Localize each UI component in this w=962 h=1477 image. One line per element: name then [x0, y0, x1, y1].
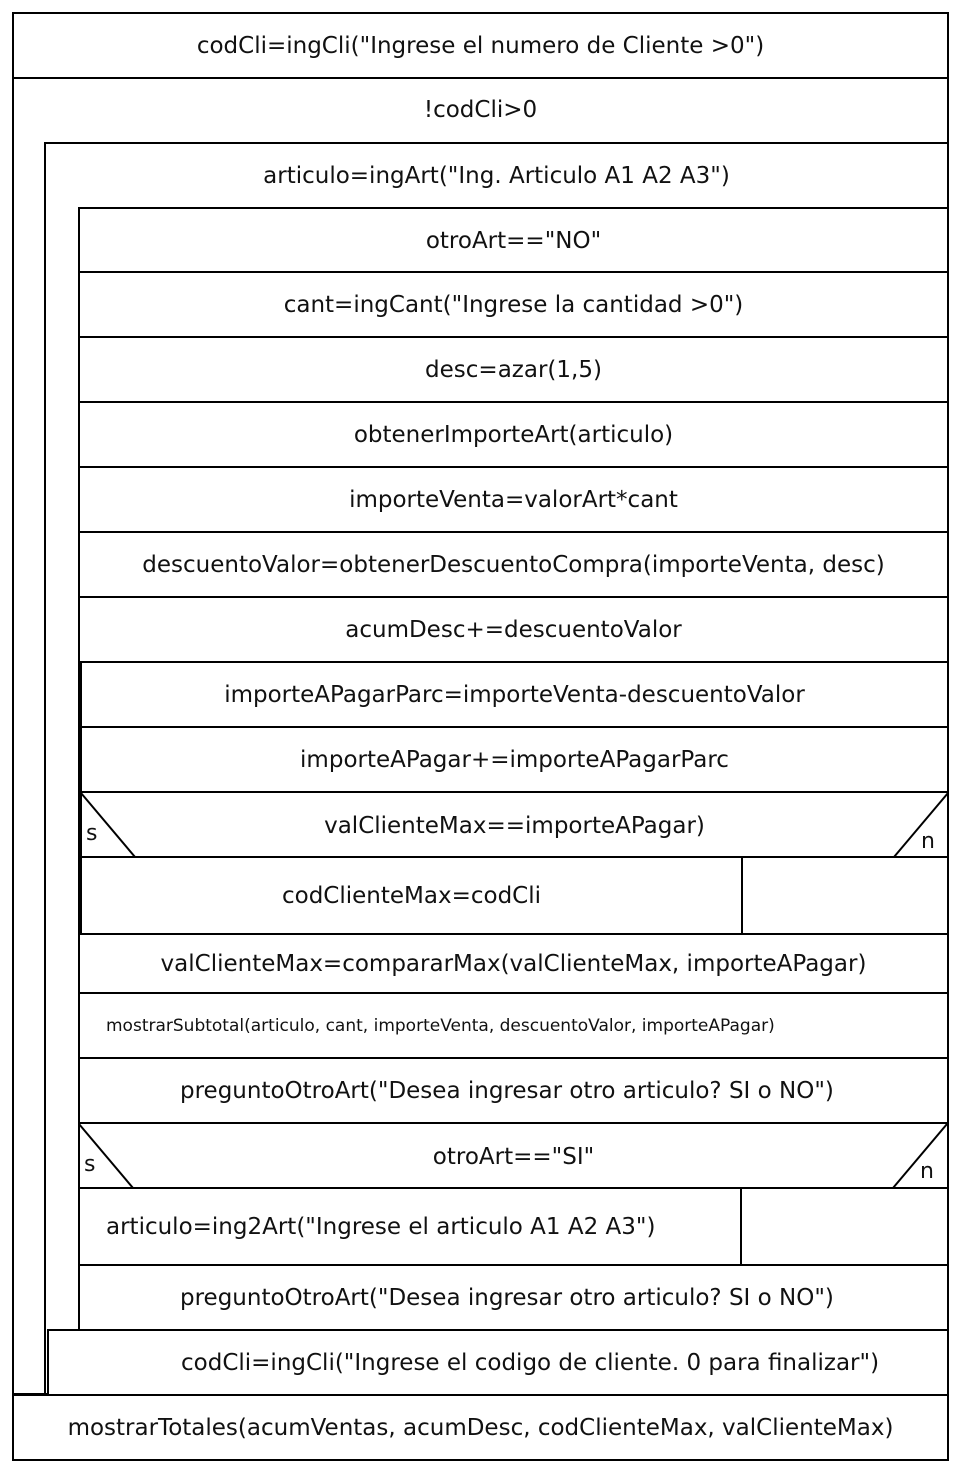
- inner-loop-condition: otroArt=="NO": [425, 228, 602, 254]
- end-step-text: mostrarTotales(acumVentas, acumDesc, codClienteMax, valClienteMax): [67, 1414, 894, 1441]
- end-step: [12, 1394, 949, 1461]
- outer-loop-condition: !codCli>0: [423, 97, 538, 123]
- step-next-client: [47, 1329, 949, 1396]
- decision-1-yes-action: codClienteMax=codCli: [281, 882, 542, 909]
- step-importe-venta-text: importeVenta=valorArt*cant: [349, 486, 678, 513]
- decision-1-no-label: n: [921, 829, 935, 854]
- step-pregunto-otro-art-2-text: preguntoOtroArt("Desea ingresar otro articulo? SI o NO"): [180, 1284, 834, 1311]
- step-cant-text: cant=ingCant("Ingrese la cantidad >0"): [283, 291, 744, 318]
- step-pregunto-otro-art-2: [78, 1264, 949, 1331]
- decision-1-condition: valClienteMax==importeAPagar): [324, 813, 705, 839]
- decision-1-yes-label: s: [86, 821, 98, 846]
- read-article-text: articulo=ingArt("Ing. Articulo A1 A2 A3"): [263, 163, 730, 189]
- step-acum-desc-text: acumDesc+=descuentoValor: [345, 616, 682, 643]
- start-step-text: codCli=ingCli("Ingrese el numero de Cliente >0"): [196, 32, 765, 59]
- step-next-client-text: codCli=ingCli("Ingrese el codigo de cliente. 0 para finalizar"): [181, 1349, 880, 1376]
- step-comparar-max-text: valClienteMax=compararMax(valClienteMax, importeAPagar): [160, 950, 867, 977]
- decision-2-no-label: n: [920, 1159, 934, 1184]
- step-importe-a-pagar-text: importeAPagar+=importeAPagarParc: [300, 746, 729, 773]
- decision-2-condition: otroArt=="SI": [432, 1144, 595, 1170]
- step-pregunto-otro-art-text: preguntoOtroArt("Desea ingresar otro articulo? SI o NO"): [180, 1077, 834, 1104]
- decision-2-yes-action: articulo=ing2Art("Ingrese el articulo A1 A2 A3"): [106, 1213, 656, 1240]
- step-obtener-importe-text: obtenerImporteArt(articulo): [353, 421, 674, 448]
- decision-2-no-branch: [740, 1187, 949, 1266]
- decision-2-yes-label: s: [84, 1152, 96, 1177]
- step-desc-text: desc=azar(1,5): [425, 356, 602, 383]
- step-descuento-valor-text: descuentoValor=obtenerDescuentoCompra(importeVenta, desc): [142, 551, 885, 578]
- decision-2-yes-branch: [78, 1187, 742, 1266]
- step-importe-a-pagar-parc-text: importeAPagarParc=importeVenta-descuentoValor: [224, 681, 805, 708]
- step-mostrar-subtotal-text: mostrarSubtotal(articulo, cant, importeVenta, descuentoValor, importeAPagar): [106, 1015, 775, 1036]
